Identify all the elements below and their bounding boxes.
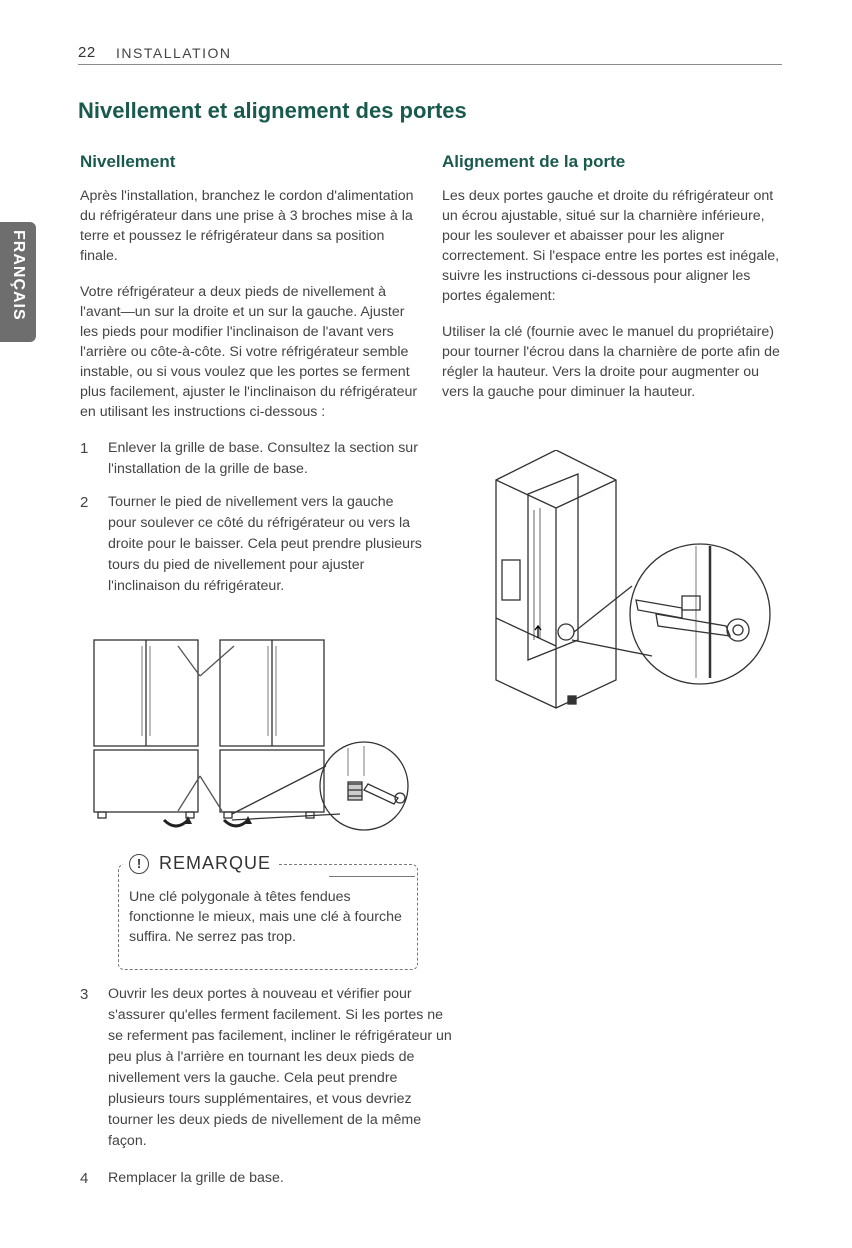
- section-name: INSTALLATION: [116, 45, 232, 61]
- step-text: Ouvrir les deux portes à nouveau et vérifier pour s'assurer qu'elles ferment facilement. Si les portes ne se referment pas facilement, incliner le réfrigérateur un peu plus à l'arrière en tournant les deux pieds de nivellement vers la gauche. Cela peut prendre plusieurs tours supplémentaires, et vous devriez tourner les deux pieds de nivellement de la même façon.: [108, 986, 452, 1149]
- step-number: 4: [80, 1170, 89, 1187]
- note-text: Une clé polygonale à têtes fendues fonctionne le mieux, mais une clé à fourche suffira. Ne serrez pas trop.: [129, 889, 402, 945]
- note-header: [123, 853, 277, 874]
- alignment-para-1: Les deux portes gauche et droite du réfrigérateur ont un écrou ajustable, situé sur la charnière inférieure, pour les soulever et abaisser pour les aligner correctement. Si l'espace entre les portes est inégale, suivre les instructions ci-dessous pour aligner les portes également:: [442, 188, 780, 304]
- step-3: [80, 984, 453, 1152]
- exclamation-icon: !: [129, 854, 149, 874]
- page-title: Nivellement et alignement des portes: [78, 98, 467, 123]
- step-number: 3: [80, 986, 89, 1003]
- language-tab: [0, 222, 36, 342]
- step-number: 1: [80, 440, 89, 457]
- page-header: [78, 42, 782, 65]
- alignment-heading: Alignement de la porte: [442, 152, 626, 171]
- rotation-arrows-icon: [160, 812, 260, 836]
- step-text: Enlever la grille de base. Consultez la section sur l'installation de la grille de base.: [108, 440, 418, 477]
- left-column: [80, 152, 425, 609]
- step-4: [80, 1168, 453, 1189]
- step-1: [80, 438, 425, 480]
- leveling-heading: Nivellement: [80, 152, 176, 171]
- right-column: [442, 152, 787, 418]
- step-2: [80, 492, 425, 597]
- step-text: Tourner le pied de nivellement vers la gauche pour soulever ce côté du réfrigérateur ou vers la droite pour le baisser. Cela peut prendre plusieurs tours du pied de nivellement pour ajuster l'inclinaison du réfrigérateur.: [108, 494, 422, 594]
- leveling-para-2: Votre réfrigérateur a deux pieds de nivellement à l'avant—un sur la droite et un sur la gauche. Ajuster les pieds pour modifier l'inclinaison de l'avant vers l'arrière ou côte-à-côte. Si votre réfrigérateur semble instable, ou si vous voulez que les portes se ferment plus facilement, ajuster le l'inclinaison du réfrigérateur en utilisant les instructions ci-dessous :: [80, 284, 418, 420]
- alignment-para-2: Utiliser la clé (fournie avec le manuel du propriétaire) pour tourner l'écrou dans la charnière de porte afin de régler la hauteur. Vers la droite pour augmenter ou vers la gauche pour diminuer la hauteur.: [442, 324, 780, 400]
- leveling-illustration: [82, 636, 422, 836]
- note-rule: [329, 876, 415, 877]
- door-alignment-illustration: [486, 450, 776, 710]
- step-text: Remplacer la grille de base.: [108, 1170, 284, 1186]
- note-box: [118, 853, 418, 970]
- note-title: REMARQUE: [159, 853, 272, 873]
- step-number: 2: [80, 494, 89, 511]
- page-number: 22: [78, 44, 96, 61]
- leveling-para-1: Après l'installation, branchez le cordon d'alimentation du réfrigérateur dans une prise à 3 broches mise à la terre et poussez le réfrigérateur dans sa position finale.: [80, 188, 414, 264]
- language-tab-label: FRANÇAIS: [10, 230, 27, 321]
